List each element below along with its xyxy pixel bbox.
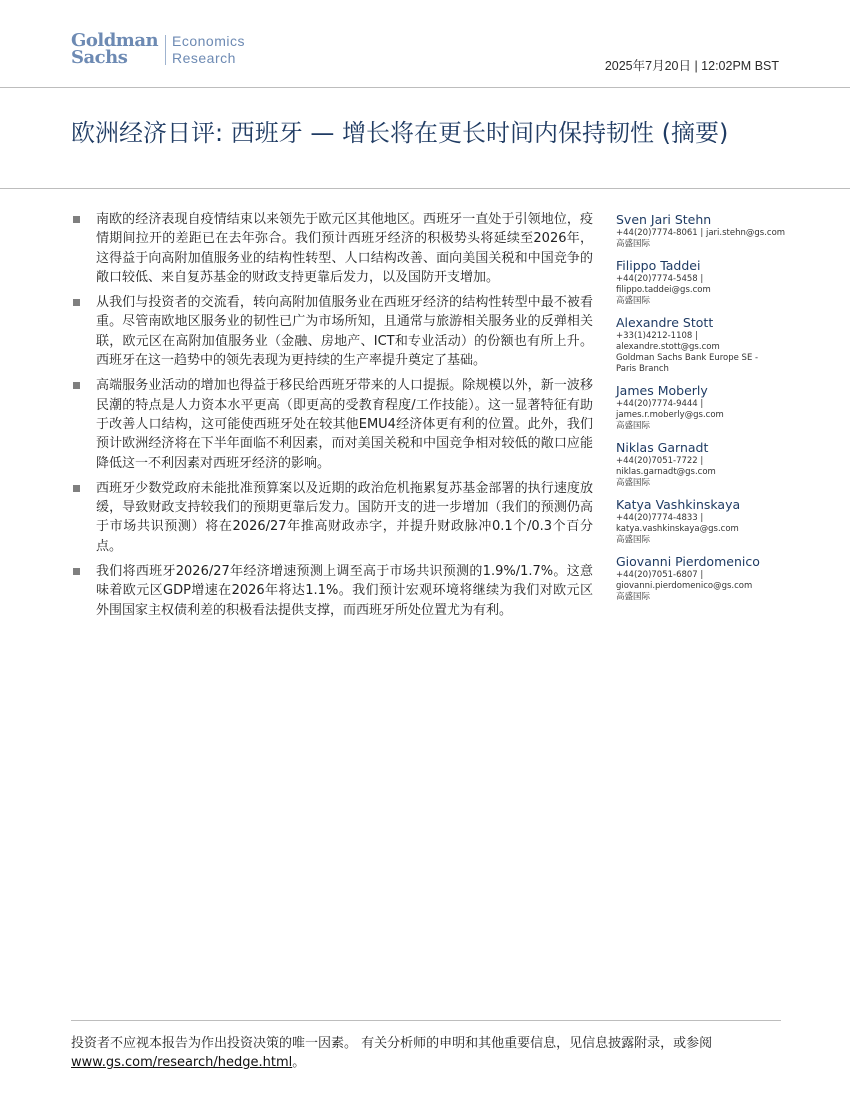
author-card: [616, 497, 786, 546]
author-entity: 高盛国际: [616, 239, 651, 249]
author-card: [616, 383, 786, 432]
disclosure-footer: [71, 1034, 771, 1072]
author-name: Alexandre Stott: [616, 315, 714, 330]
author-phone: +44(20)7774-5458 |: [616, 274, 704, 284]
author-entity: 高盛国际: [616, 421, 651, 431]
author-email: filippo.taddei@gs.com: [616, 285, 711, 295]
author-card: [616, 440, 786, 489]
author-name: Sven Jari Stehn: [616, 212, 712, 227]
square-bullet-icon: [73, 485, 80, 492]
disclosure-text: 投资者不应视本报告为作出投资决策的唯一因素。 有关分析师的申明和其他重要信息，见信息披露附录，或参阅: [71, 1036, 713, 1051]
title-divider: [0, 188, 850, 189]
bullet-text: 我们将西班牙2026/27年经济增速预测上调至高于市场共识预测的1.9%/1.7%。这意味着欧元区GDP增速在2026年将达1.1%。我们预计宏观环境将继续为我们对欧元区外围国家主权债利差的积极看法提供支撑，而西班牙所处位置尤为有利。: [96, 564, 593, 618]
author-email: katya.vashkinskaya@gs.com: [616, 524, 739, 534]
author-card: [616, 554, 786, 603]
author-name: Katya Vashkinskaya: [616, 497, 741, 512]
report-title: 欧洲经济日评: 西班牙 — 增长将在更长时间内保持韧性 (摘要): [71, 119, 729, 147]
author-phone: +33(1)4212-1108 |: [616, 331, 698, 341]
bullet-text: 西班牙少数党政府未能批准预算案以及近期的政治危机拖累复苏基金部署的执行速度放缓，导致财政支持较我们的预期更靠后发力。国防开支的进一步增加（我们的预测仍高于市场共识预测）将在2026/27年推高财政赤字，并提升财政脉冲0.1个/0.3个百分点。: [96, 480, 593, 554]
footer-divider: [71, 1020, 781, 1021]
bullet-item: [71, 562, 593, 620]
author-phone: +44(20)7774-9444 |: [616, 399, 704, 409]
author-entity: 高盛国际: [616, 296, 651, 306]
logo-divider: [165, 35, 166, 65]
author-card: [616, 315, 786, 375]
logo-line-1: Goldman: [71, 30, 159, 51]
publish-date: 2025年7月20日 | 12:02PM BST: [604, 59, 779, 73]
author-entity-branch: Paris Branch: [616, 364, 669, 374]
author-name: Niklas Garnadt: [616, 440, 709, 455]
disclosure-suffix: 。: [292, 1055, 306, 1070]
author-email: james.r.moberly@gs.com: [616, 410, 724, 420]
author-card: [616, 258, 786, 307]
author-email: niklas.garnadt@gs.com: [616, 467, 716, 477]
bullet-item: [71, 210, 593, 287]
bullet-text: 南欧的经济表现自疫情结束以来领先于欧元区其他地区。西班牙一直处于引领地位，疫情期间拉开的差距已在去年弥合。我们预计西班牙经济的积极势头将延续至2026年，这得益于向高附加值服务业的结构性转型、人口结构改善、面向美国关税和中国竞争的敞口较低、来自复苏基金的财政支持更靠后发力，以及国防开支增加。: [96, 212, 593, 285]
square-bullet-icon: [73, 568, 80, 575]
author-contact: +44(20)7774-8061 | jari.stehn@gs.com: [616, 228, 786, 238]
bullet-item: [71, 479, 593, 556]
bullet-text: 高端服务业活动的增加也得益于移民给西班牙带来的人口提振。除规模以外，新一波移民潮的特点是人力资本水平更高（即更高的受教育程度/工作技能）。这一显著特征有助于改善人口结构，这可能使西班牙处在较其他EMU4经济体更有利的位置。此外，我们预计欧洲经济将在下半年面临不利因素，而对美国关税和中国竞争相对较低的敞口应能降低这一不利因素对西班牙经济的影响。: [96, 378, 593, 471]
author-phone: +44(20)7051-6807 |: [616, 570, 704, 580]
bullet-item: [71, 376, 593, 472]
author-card: [616, 212, 786, 250]
author-name: Giovanni Pierdomenico: [616, 554, 760, 569]
author-phone: +44(20)7774-4833 |: [616, 513, 704, 523]
bullet-text: 从我们与投资者的交流看，转向高附加值服务业在西班牙经济的结构性转型中最不被看重。尽管南欧地区服务业的韧性已广为市场所知，且通常与旅游相关服务业的反弹相关联，欧元区在高附加值服务业（金融、房地产、ICT和专业活动）的份额也有所上升。西班牙在这一趋势中的领先表现为更持续的生产率提升奠定了基础。: [96, 295, 593, 369]
logo-sub-line-2: Research: [172, 50, 236, 66]
author-list: [616, 212, 786, 611]
disclosure-link[interactable]: www.gs.com/research/hedge.html: [71, 1055, 293, 1070]
author-entity: Goldman Sachs Bank Europe SE -: [616, 353, 759, 363]
logo-sub-line-1: Economics: [172, 33, 245, 49]
summary-bullets: [71, 210, 593, 626]
square-bullet-icon: [73, 299, 80, 306]
square-bullet-icon: [73, 382, 80, 389]
author-email: giovanni.pierdomenico@gs.com: [616, 581, 753, 591]
author-name: Filippo Taddei: [616, 258, 701, 273]
bullet-item: [71, 293, 593, 370]
logo-wordmark: [71, 32, 161, 66]
author-email: alexandre.stott@gs.com: [616, 342, 720, 352]
square-bullet-icon: [73, 216, 80, 223]
logo-line-2: Sachs: [71, 47, 128, 68]
logo-subtitle: [172, 33, 252, 67]
header-divider: [0, 87, 850, 88]
author-entity: 高盛国际: [616, 592, 651, 602]
author-phone: +44(20)7051-7722 |: [616, 456, 704, 466]
author-entity: 高盛国际: [616, 535, 651, 545]
author-name: James Moberly: [616, 383, 708, 398]
author-entity: 高盛国际: [616, 478, 651, 488]
